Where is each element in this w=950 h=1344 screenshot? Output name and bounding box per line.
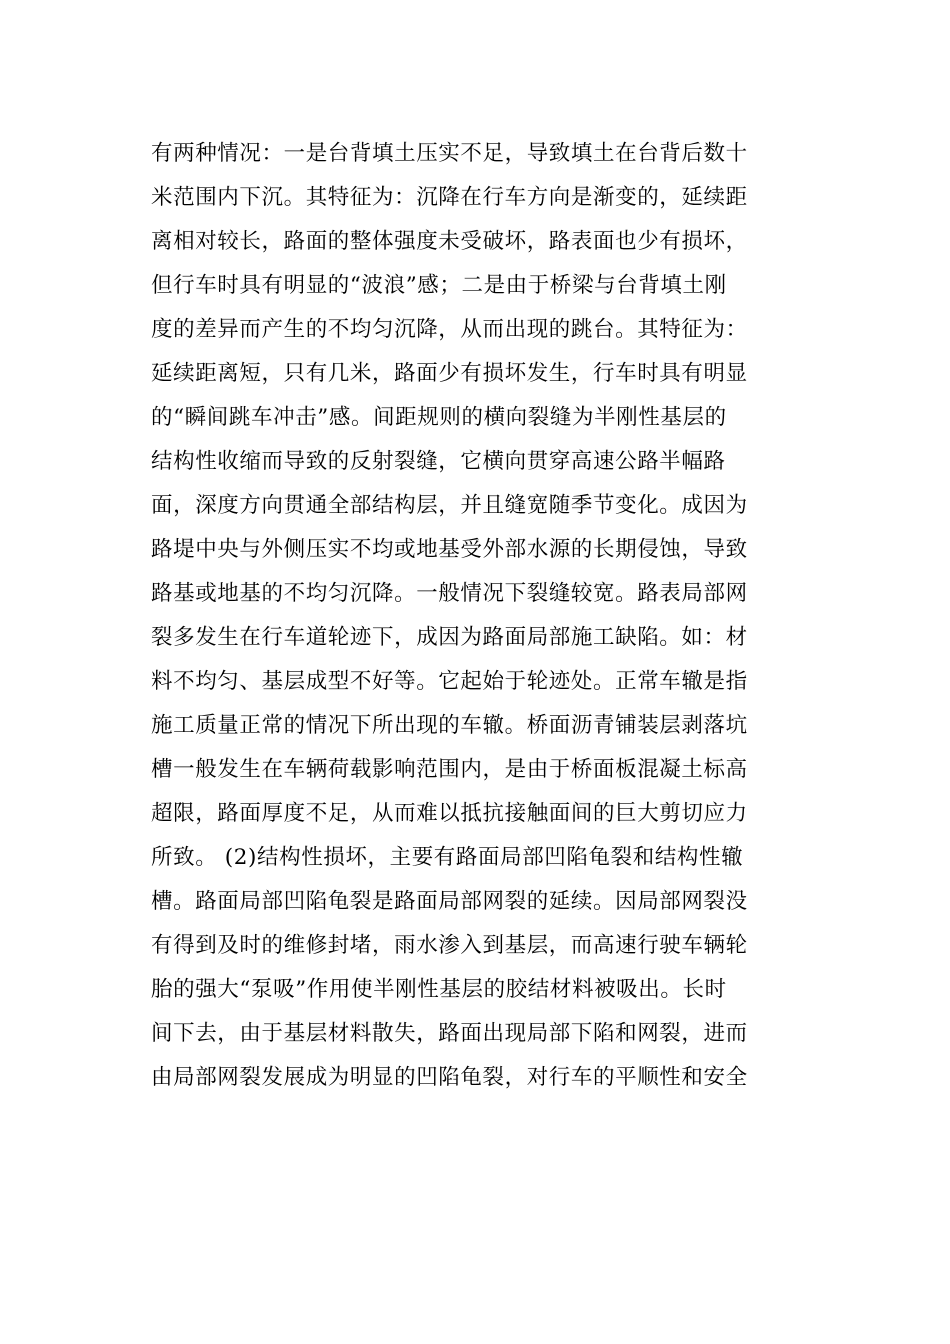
text-line: 结构性收缩而导致的反射裂缝，它横向贯穿高速公路半幅路	[151, 449, 726, 474]
text-line: 槽一般发生在车辆荷载影响范围内，是由于桥面板混凝土标高	[151, 757, 748, 782]
text-line: 离相对较长，路面的整体强度未受破坏，路表面也少有损坏，	[151, 229, 748, 254]
text-line: 路堤中央与外侧压实不均或地基受外部水源的长期侵蚀，导致	[151, 537, 748, 562]
text-line: 有得到及时的维修封堵，雨水渗入到基层，而高速行驶车辆轮	[151, 933, 748, 958]
text-line: 所致。 (2)结构性损坏，主要有路面局部凹陷龟裂和结构性辙	[151, 845, 744, 870]
text-line: 料不均匀、基层成型不好等。它起始于轮迹处。正常车辙是指	[151, 669, 748, 694]
body-text	[151, 132, 811, 1100]
text-line: 但行车时具有明显的“波浪”感；二是由于桥梁与台背填土刚	[151, 273, 727, 298]
text-line: 间下去，由于基层材料散失，路面出现局部下陷和网裂，进而	[151, 1021, 748, 1046]
text-line: 延续距离短，只有几米，路面少有损坏发生，行车时具有明显	[151, 361, 748, 386]
text-line: 的“瞬间跳车冲击”感。间距规则的横向裂缝为半刚性基层的	[151, 405, 727, 430]
text-line: 度的差异而产生的不均匀沉降，从而出现的跳台。其特征为：	[151, 317, 748, 342]
text-line: 米范围内下沉。其特征为：沉降在行车方向是渐变的，延续距	[151, 185, 748, 210]
text-line: 面，深度方向贯通全部结构层，并且缝宽随季节变化。成因为	[151, 493, 748, 518]
text-line: 路基或地基的不均匀沉降。一般情况下裂缝较宽。路表局部网	[151, 581, 748, 606]
text-line: 裂多发生在行车道轮迹下，成因为路面局部施工缺陷。如：材	[151, 625, 748, 650]
text-line: 施工质量正常的情况下所出现的车辙。桥面沥青铺装层剥落坑	[151, 713, 748, 738]
text-line: 超限，路面厚度不足，从而难以抵抗接触面间的巨大剪切应力	[151, 801, 748, 826]
text-line: 胎的强大“泵吸”作用使半刚性基层的胶结材料被吸出。长时	[151, 977, 727, 1002]
text-line: 由局部网裂发展成为明显的凹陷龟裂，对行车的平顺性和安全	[151, 1065, 748, 1090]
text-line: 有两种情况：一是台背填土压实不足，导致填土在台背后数十	[151, 141, 748, 166]
text-line: 槽。路面局部凹陷龟裂是路面局部网裂的延续。因局部网裂没	[151, 889, 748, 914]
